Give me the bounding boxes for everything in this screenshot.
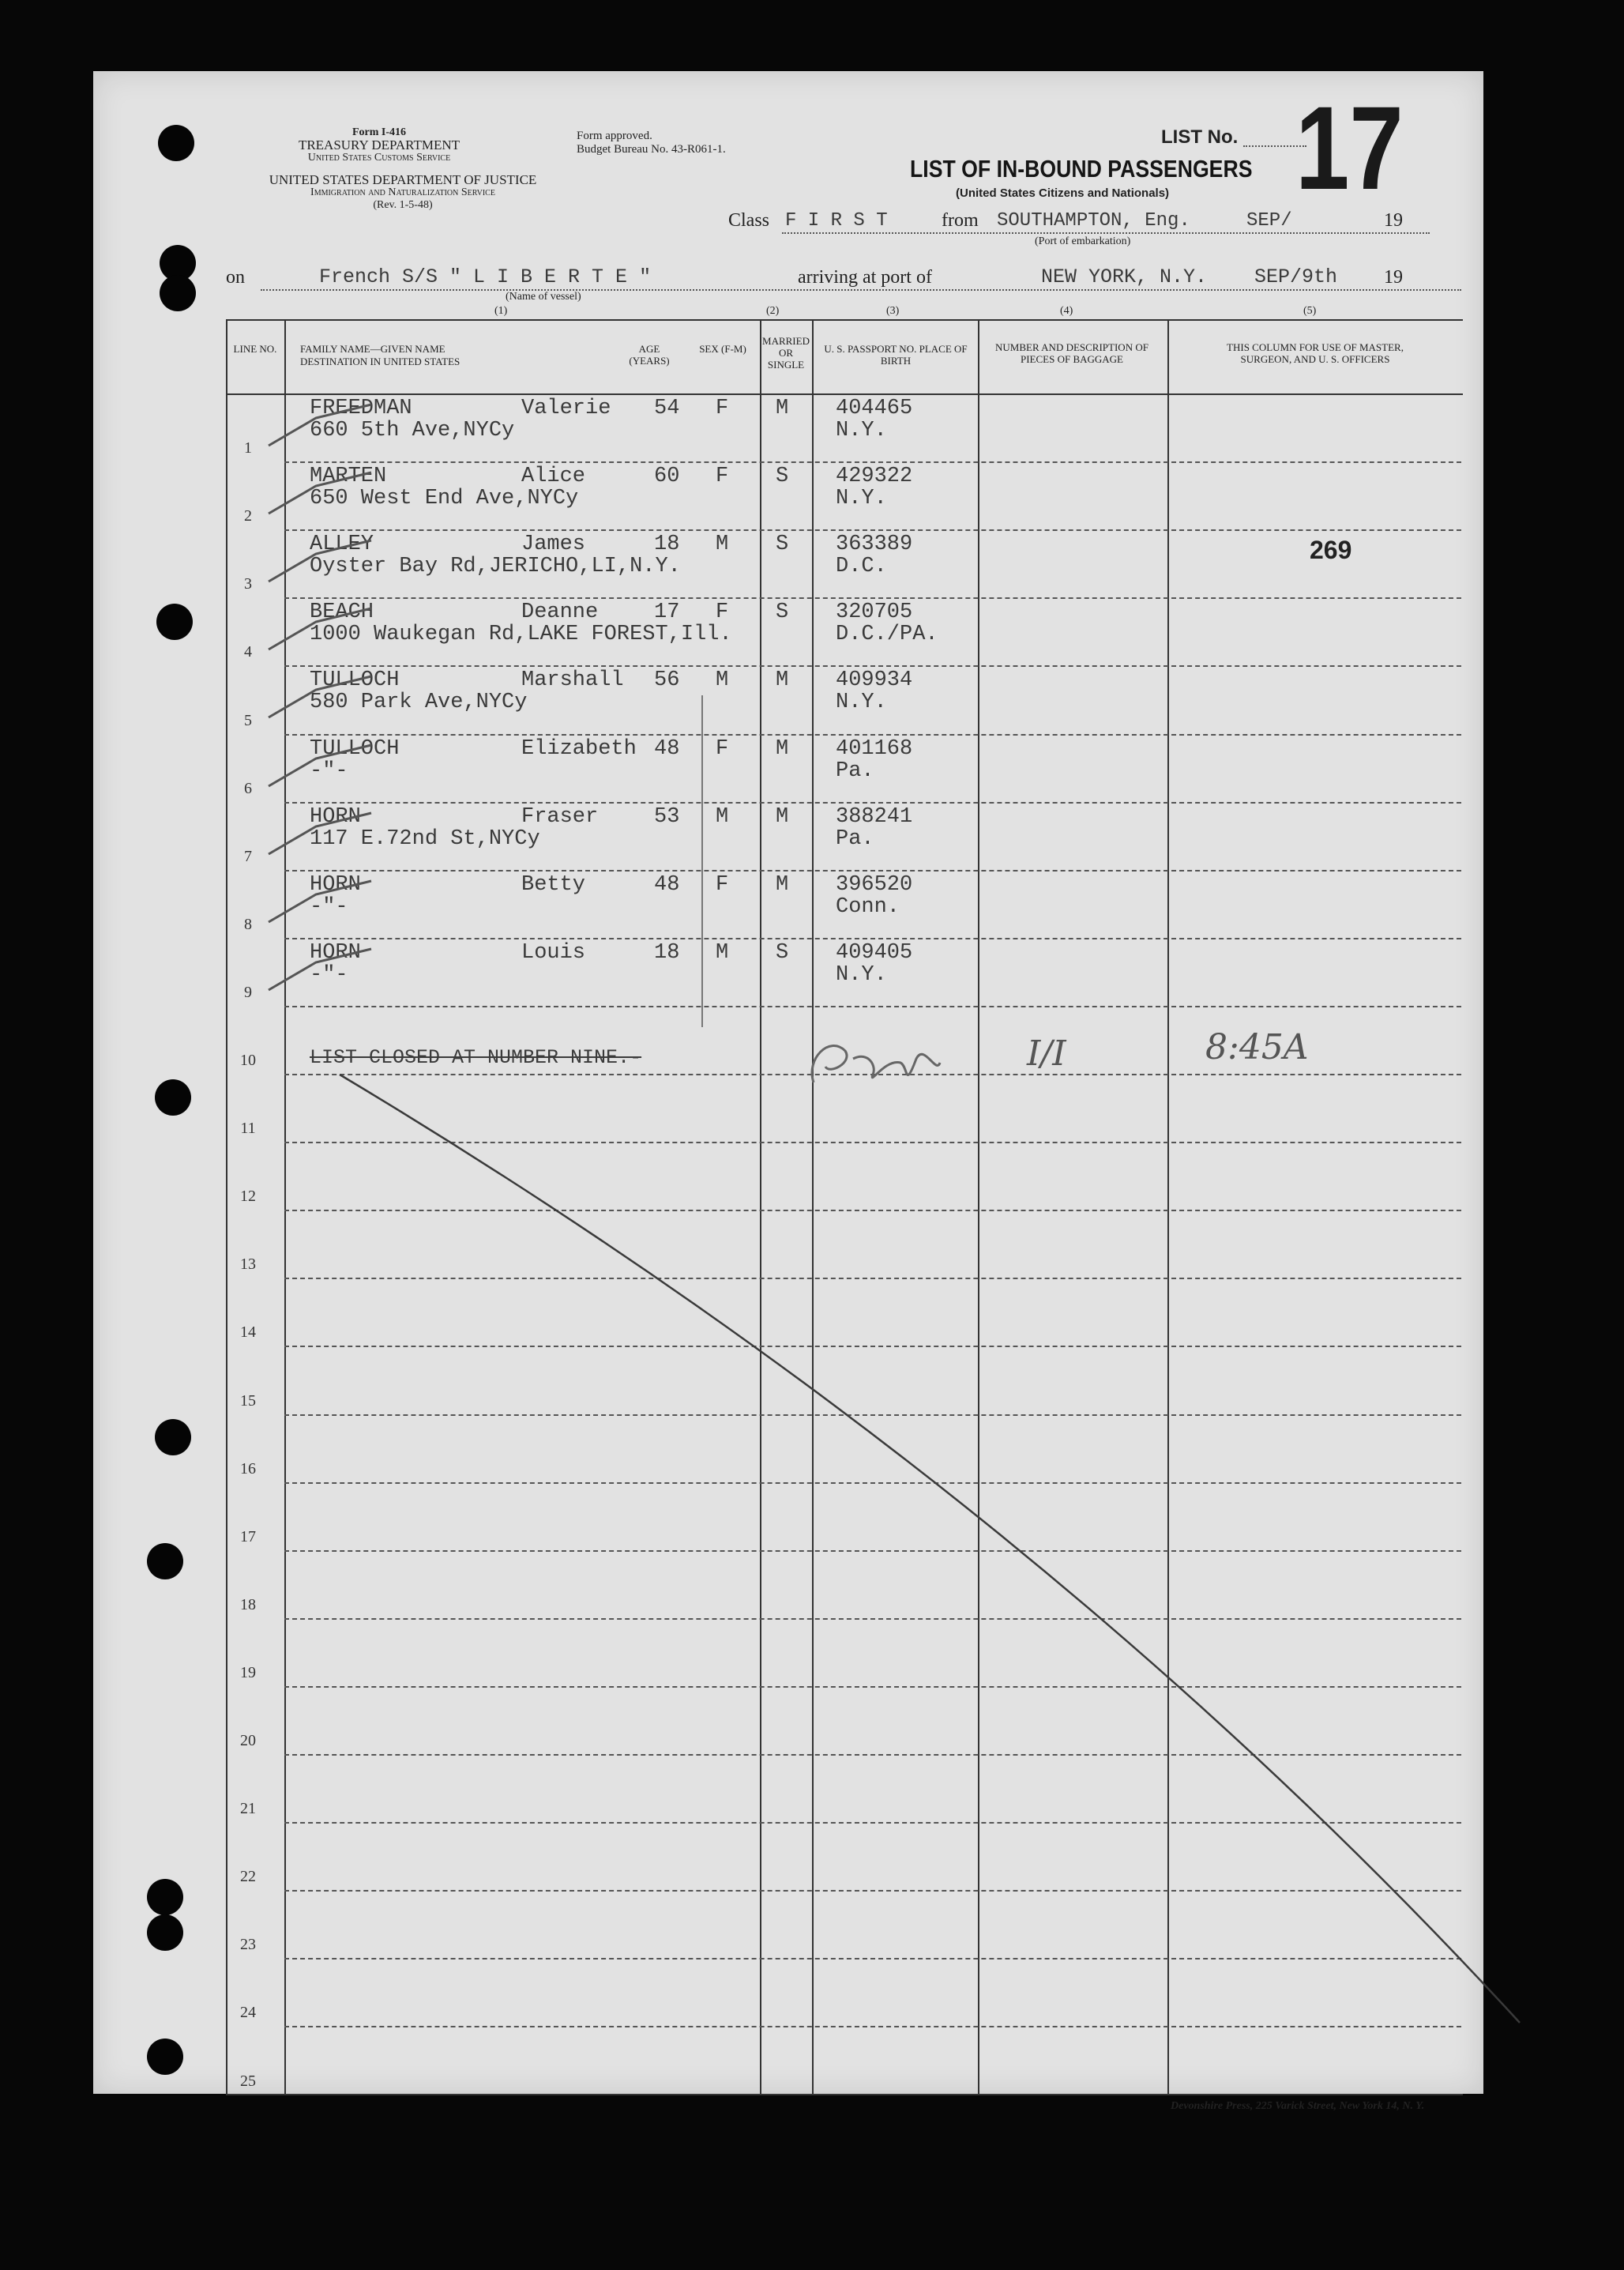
manifest-title: LIST OF IN-BOUND PASSENGERS bbox=[910, 155, 1253, 183]
arrival-year: 19 bbox=[1384, 267, 1403, 288]
line-number: 16 bbox=[240, 1460, 256, 1478]
port-embark-caption: (Port of embarkation) bbox=[1035, 235, 1131, 247]
col-num-3: (3) bbox=[886, 305, 900, 317]
passenger-destination: 660 5th Ave,NYCy bbox=[310, 419, 515, 442]
class-value: F I R S T bbox=[785, 210, 888, 232]
passenger-passport-no: 396520 bbox=[836, 872, 913, 897]
passenger-birthplace: Pa. bbox=[836, 826, 874, 851]
depart-date: SEP/ bbox=[1246, 210, 1292, 232]
passenger-sex: M bbox=[716, 668, 729, 693]
passenger-age: 53 bbox=[654, 804, 680, 829]
passenger-sex: M bbox=[716, 804, 729, 829]
line-number: 1 bbox=[244, 439, 252, 457]
depart-year: 19 bbox=[1384, 210, 1403, 231]
passenger-age: 60 bbox=[654, 465, 680, 489]
passenger-destination: Oyster Bay Rd,JERICHO,LI,N.Y. bbox=[310, 555, 681, 579]
passenger-given-name: Fraser bbox=[521, 804, 599, 829]
customs-service: United States Customs Service bbox=[307, 152, 451, 164]
line-number: 13 bbox=[240, 1255, 256, 1273]
col-baggage: NUMBER AND DESCRIPTION OF PIECES OF BAGGAGE bbox=[995, 341, 1148, 365]
col-officers: THIS COLUMN FOR USE OF MASTER, SURGEON, AND U. S. OFFICERS bbox=[1227, 341, 1404, 365]
col-sex: SEX (F-M) bbox=[699, 343, 746, 355]
col-num-2: (2) bbox=[766, 305, 780, 317]
passenger-birthplace: N.Y. bbox=[836, 691, 887, 715]
passenger-passport-no: 401168 bbox=[836, 736, 913, 761]
passenger-given-name: Valerie bbox=[521, 397, 611, 420]
passenger-sex: F bbox=[716, 872, 729, 897]
passenger-family-name: HORN bbox=[310, 872, 361, 897]
passenger-age: 18 bbox=[654, 533, 680, 557]
passenger-sex: M bbox=[716, 940, 729, 965]
closing-initials: I/I bbox=[1027, 1033, 1066, 1074]
passenger-sex: M bbox=[716, 533, 729, 557]
col-passport: U. S. PASSPORT NO. PLACE OF BIRTH bbox=[824, 343, 968, 367]
passenger-given-name: Alice bbox=[521, 465, 586, 489]
passenger-sex: F bbox=[716, 465, 729, 489]
passenger-age: 54 bbox=[654, 397, 680, 420]
justice-dept: UNITED STATES DEPARTMENT OF JUSTICE bbox=[269, 172, 537, 187]
passenger-given-name: Betty bbox=[521, 872, 586, 897]
passenger-given-name: Deanne bbox=[521, 600, 599, 625]
from-label: from bbox=[942, 210, 979, 231]
passenger-family-name: HORN bbox=[310, 940, 361, 965]
officer-note: 269 bbox=[1310, 536, 1352, 565]
passenger-destination: 117 E.72nd St,NYCy bbox=[310, 826, 540, 851]
col-married: MARRIED OR SINGLE bbox=[762, 335, 810, 371]
passenger-family-name: HORN bbox=[310, 804, 361, 829]
class-label: Class bbox=[728, 210, 770, 231]
line-number: 18 bbox=[240, 1596, 256, 1613]
passenger-birthplace: N.Y. bbox=[836, 962, 887, 987]
passenger-birthplace: N.Y. bbox=[836, 419, 887, 442]
list-number: 17 bbox=[1295, 81, 1404, 214]
passenger-destination: -"- bbox=[310, 962, 348, 987]
passenger-destination: 650 West End Ave,NYCy bbox=[310, 487, 579, 511]
passenger-passport-no: 320705 bbox=[836, 600, 913, 625]
passenger-marital-status: S bbox=[776, 600, 789, 625]
passenger-given-name: James bbox=[521, 533, 586, 557]
line-number: 24 bbox=[240, 2004, 256, 2021]
passenger-destination: -"- bbox=[310, 759, 348, 783]
passenger-marital-status: S bbox=[776, 533, 789, 557]
passenger-marital-status: M bbox=[776, 736, 789, 761]
passenger-passport-no: 388241 bbox=[836, 804, 913, 829]
passenger-destination: 580 Park Ave,NYCy bbox=[310, 691, 528, 715]
ins-service: Immigration and Naturalization Service bbox=[310, 186, 495, 198]
line-number: 19 bbox=[240, 1664, 256, 1681]
vessel-caption: (Name of vessel) bbox=[506, 291, 581, 303]
passenger-family-name: ALLEY bbox=[310, 533, 374, 557]
line-number: 25 bbox=[240, 2072, 256, 2090]
passenger-age: 17 bbox=[654, 600, 680, 625]
line-number: 3 bbox=[244, 575, 252, 593]
col-num-1: (1) bbox=[494, 305, 508, 317]
passenger-sex: F bbox=[716, 600, 729, 625]
budget-bureau: Budget Bureau No. 43-R061-1. bbox=[577, 143, 726, 156]
passenger-family-name: FREEDMAN bbox=[310, 397, 412, 420]
line-number: 5 bbox=[244, 712, 252, 729]
passenger-marital-status: S bbox=[776, 940, 789, 965]
passenger-marital-status: M bbox=[776, 668, 789, 693]
line-number: 10 bbox=[240, 1052, 256, 1069]
col-line-no: LINE NO. bbox=[233, 343, 277, 355]
passenger-family-name: BEACH bbox=[310, 600, 374, 625]
passenger-birthplace: D.C./PA. bbox=[836, 623, 938, 647]
passenger-marital-status: M bbox=[776, 804, 789, 829]
passenger-age: 48 bbox=[654, 736, 680, 761]
form-approved: Form approved. bbox=[577, 130, 652, 142]
line-number: 6 bbox=[244, 780, 252, 797]
line-number: 22 bbox=[240, 1868, 256, 1885]
passenger-sex: F bbox=[716, 736, 729, 761]
passenger-age: 18 bbox=[654, 940, 680, 965]
on-label: on bbox=[226, 267, 245, 288]
passenger-birthplace: Conn. bbox=[836, 894, 900, 919]
passenger-birthplace: D.C. bbox=[836, 555, 887, 579]
treasury-dept: TREASURY DEPARTMENT bbox=[298, 137, 461, 152]
passenger-passport-no: 409934 bbox=[836, 668, 913, 693]
line-number: 23 bbox=[240, 1936, 256, 1953]
line-number: 17 bbox=[240, 1528, 256, 1545]
passenger-birthplace: Pa. bbox=[836, 759, 874, 783]
line-number: 9 bbox=[244, 984, 252, 1001]
passenger-marital-status: S bbox=[776, 465, 789, 489]
closing-time: 8:45A bbox=[1205, 1027, 1309, 1067]
line-number: 8 bbox=[244, 916, 252, 933]
line-number: 11 bbox=[240, 1120, 256, 1137]
line-number: 20 bbox=[240, 1732, 256, 1749]
passenger-passport-no: 404465 bbox=[836, 397, 913, 420]
col-num-4: (4) bbox=[1060, 305, 1073, 317]
col-age: AGE (YEARS) bbox=[629, 343, 670, 367]
passenger-sex: F bbox=[716, 397, 729, 420]
embark-port: SOUTHAMPTON, Eng. bbox=[997, 210, 1190, 232]
form-revision: (Rev. 1-5-48) bbox=[373, 199, 433, 211]
list-no-label: LIST No. bbox=[1161, 126, 1239, 148]
col-destination: DESTINATION IN UNITED STATES bbox=[300, 356, 461, 367]
arrival-port: NEW YORK, N.Y. bbox=[1041, 265, 1208, 288]
passenger-destination: 1000 Waukegan Rd,LAKE FOREST,Ill. bbox=[310, 623, 732, 647]
passenger-passport-no: 429322 bbox=[836, 465, 913, 489]
line-number: 21 bbox=[240, 1800, 256, 1817]
manifest-subtitle: (United States Citizens and Nationals) bbox=[956, 186, 1170, 200]
line-number: 15 bbox=[240, 1392, 256, 1410]
line-number: 7 bbox=[244, 848, 252, 865]
passenger-destination: -"- bbox=[310, 894, 348, 919]
form-number: Form I-416 bbox=[351, 126, 407, 138]
col-name: FAMILY NAME—GIVEN NAME bbox=[300, 343, 445, 355]
passenger-given-name: Marshall bbox=[521, 668, 624, 693]
col-num-5: (5) bbox=[1303, 305, 1317, 317]
line-number: 2 bbox=[244, 507, 252, 525]
line-number: 14 bbox=[240, 1323, 256, 1341]
passenger-family-name: MARTEN bbox=[310, 465, 387, 489]
passenger-family-name: TULLOCH bbox=[310, 668, 400, 693]
passenger-birthplace: N.Y. bbox=[836, 487, 887, 511]
passenger-given-name: Louis bbox=[521, 940, 586, 965]
passenger-marital-status: M bbox=[776, 397, 789, 420]
passenger-age: 56 bbox=[654, 668, 680, 693]
line-number: 4 bbox=[244, 643, 252, 661]
printer-footer: Devonshire Press, 225 Varick Street, New York 14, N. Y. bbox=[1171, 2100, 1425, 2112]
arriving-label: arriving at port of bbox=[798, 267, 932, 288]
passenger-age: 48 bbox=[654, 872, 680, 897]
passenger-family-name: TULLOCH bbox=[310, 736, 400, 761]
arrival-date: SEP/9th bbox=[1254, 265, 1338, 288]
passenger-given-name: Elizabeth bbox=[521, 736, 637, 761]
line-number: 12 bbox=[240, 1188, 256, 1205]
passenger-passport-no: 409405 bbox=[836, 940, 913, 965]
list-closed-text: LIST CLOSED AT NUMBER NINE.- bbox=[310, 1046, 642, 1069]
passenger-marital-status: M bbox=[776, 872, 789, 897]
passenger-passport-no: 363389 bbox=[836, 533, 913, 557]
vessel-name: French S/S " L I B E R T E " bbox=[319, 265, 652, 288]
